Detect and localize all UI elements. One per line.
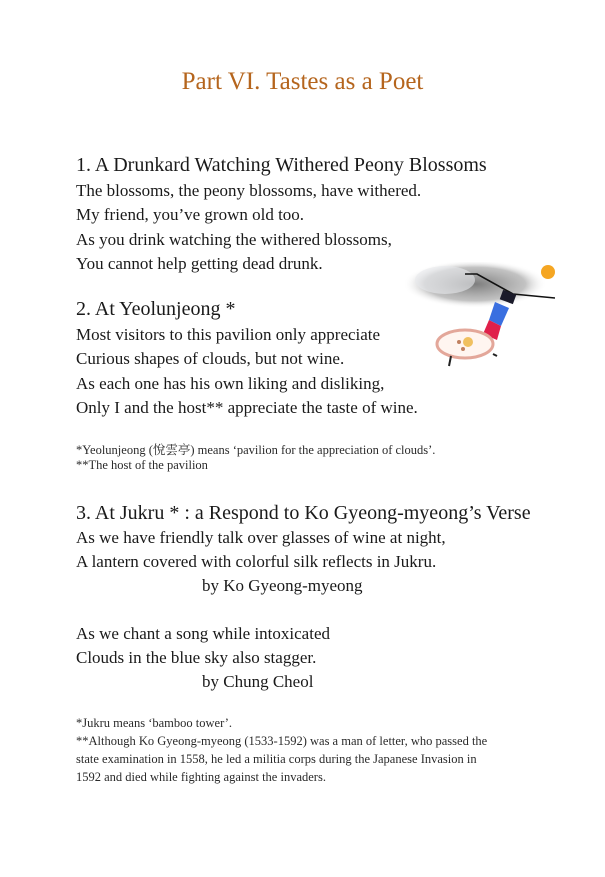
poem-1-line: As you drink watching the withered blossoms, [76, 230, 392, 249]
poem-3-heading: 3. At Jukru * : a Respond to Ko Gyeong-myeong’s Verse [76, 502, 531, 524]
poem-3-footnote: *Jukru means ‘bamboo tower’. [76, 716, 232, 730]
poem-3-line: A lantern covered with colorful silk reflects in Jukru. [76, 552, 437, 571]
poem-3-line: Clouds in the blue sky also stagger. [76, 648, 317, 667]
poem-1-line: My friend, you’ve grown old too. [76, 205, 305, 224]
poem-2-heading: 2. At Yeolunjeong * [76, 298, 236, 320]
poem-3-footnote: 1592 and died while fighting against the invaders. [76, 770, 326, 784]
poem-2-footnote: **The host of the pavilion [76, 458, 208, 472]
poem-2-line: As each one has his own liking and disliking, [76, 374, 385, 393]
poem-2-line: Only I and the host** appreciate the taste of wine. [76, 398, 418, 417]
poem-1-heading: 1. A Drunkard Watching Withered Peony Blossoms [76, 154, 487, 176]
page-title: Part VI. Tastes as a Poet [181, 68, 424, 95]
ink-painting-wine-cup-icon [405, 262, 555, 377]
poem-3-line: As we chant a song while intoxicated [76, 624, 330, 643]
poem-1-line: You cannot help getting dead drunk. [76, 254, 323, 273]
poem-3-line: As we have friendly talk over glasses of wine at night, [76, 528, 446, 547]
poem-2-line: Most visitors to this pavilion only appreciate [76, 325, 381, 344]
poem-3-author-2: by Chung Cheol [202, 672, 314, 691]
poem-2-footnote: *Yeolunjeong (悅雲亭) means ‘pavilion for the appreciation of clouds’. [76, 443, 436, 457]
poem-3-author-1: by Ko Gyeong-myeong [202, 576, 363, 595]
poem-2-line: Curious shapes of clouds, but not wine. [76, 349, 345, 368]
poem-3-footnote: state examination in 1558, he led a militia corps during the Japanese Invasion in [76, 752, 477, 766]
poem-1-line: The blossoms, the peony blossoms, have withered. [76, 181, 422, 200]
poem-3-footnote: **Although Ko Gyeong-myeong (1533-1592) was a man of letter, who passed the [76, 734, 488, 748]
